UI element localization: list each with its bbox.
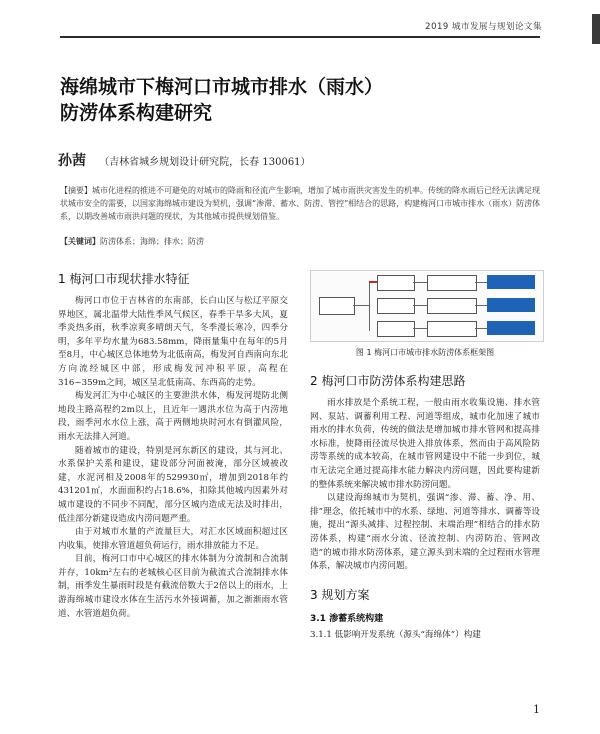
diagram-connector (413, 328, 427, 329)
section-1-body (58, 295, 288, 621)
diagram-node (377, 321, 415, 337)
title-line-2: 防涝体系构建研究 (60, 102, 213, 124)
paragraph: 以建设海绵城市为契机，强调“渗、滞、蓄、净、用、排”理念，依托城市中的水系、绿地、河道等排水、调蓄等设施，提出“源头减排、过程控制、末端治理”相结合的排水防涝体系，构建“雨水分流、径流控制、内涝防治、管网改造”的城市排水防涝体系，建立源头到末端的全过程雨水管理体系，解决城市内涝问题。 (310, 493, 540, 572)
diagram-node (377, 275, 415, 291)
diagram-connector (369, 281, 370, 331)
diagram-connector (413, 282, 427, 283)
author-affiliation: （吉林省城乡规划设计研究院，长春 130061） (99, 157, 311, 168)
page-number: 1 (533, 703, 540, 716)
left-column (58, 270, 288, 621)
section-2-body (310, 397, 540, 574)
paragraph: 梅河口市位于吉林省的东南部，长白山区与松辽平原交界地区，属北温带大陆性季风气候区，春季干旱多大风，夏季炎热多雨，秋季凉爽多晴朗天气，冬季漫长寒冷，四季分明，多年平均水量为683.58mm，降雨量集中在每年的5月至8月，中心城区总体地势为北低南高，梅发河自西南向东北方向流经城区中部，形成梅发河冲积平原，高程在316~359m之间，城区呈北低南高、东西高的走势。 (58, 296, 288, 388)
section-3-heading: 3 规划方案 (310, 587, 370, 602)
section-2-heading: 2 梅河口市防涝体系构建思路 (310, 374, 466, 388)
keywords (60, 236, 204, 247)
abstract-text: 【摘要】城市化进程的推进不可避免的对城市的降雨和径流产生影响，增加了城市雨洪灾害发生的机率。传统的降水雨后已经无法满足现状城市安全的需要，以国家海绵城市建设为契机，强调“渗滞、蓄水、防涝、管控”相结合的思路，构建梅河口市城市排水（雨水）防涝体系，以期改善城市雨洪问题的现状，为其他城市提供规划借鉴。 (60, 186, 541, 221)
diagram-connector (413, 305, 427, 306)
diagram-node (427, 275, 477, 291)
header-side-tab (592, 14, 600, 44)
keywords-text: 防涝体系；海绵；排水；防涝 (100, 237, 204, 246)
subsection-heading: 3.1 渗蓄系统构建 (310, 613, 384, 624)
paragraph: 随着城市的建设，特别是河东新区的建设，其与河北、水系保护关系和建设，建设部分河面被淹，部分区域被改建，水泥河相及2008年的529930㎡，增加到2018年约431201㎡，水面面积约占18.6%，扣除其他城内因素外对城市建设的不同步不同配，部分区城内造成无法及时排出，低洼部分新建设造成内涝问题严重。 (58, 445, 288, 524)
running-header: 2019 城市发展与规划论文集 (425, 22, 542, 32)
paragraph: 梅发河汇为中心城区的主要泄洪水体，梅发河堤防北侧地段主路高程约2m以上，且近年一遇洪水位为高于内涝地段，雨季河水水位上涨，高于两侧地块时河水有倒灌风险，雨水无法排入河道。 (58, 391, 288, 442)
diagram-node (377, 298, 415, 314)
paragraph: 由于对城市水量的产流量巨大，对汇水区域面积超过区内收集，使排水管道超负荷运行，雨水排放能力不足。 (58, 527, 288, 551)
diagram-connector (475, 305, 487, 306)
diagram-node (487, 298, 535, 312)
diagram-node (487, 275, 535, 289)
diagram-connector (369, 281, 377, 283)
paragraph: 雨水排放是个系统工程，一般由雨水收集设施、排水管网、泵站、调蓄利用工程、河道等组成，城市化加速了城市雨水的排水负荷，传统的做法是增加城市排水管网和提高排水标准，使降雨径流尽快进入排放体系，然而由于高风险防涝等系统的成本较高，在城市管网建设中不能一步到位，城市无法完全通过提高排水能力解决内涝问题，因此要构建新的整体系统来解决城市排水防涝问题。 (310, 398, 540, 490)
article-title (60, 74, 550, 126)
abstract (60, 184, 542, 223)
diagram-node (487, 321, 535, 335)
subsubsection-heading: 3.1.1 低影响开发系统（源头“海绵体”）构建 (310, 629, 481, 640)
diagram-node (427, 298, 477, 314)
keywords-label: 【关键词】 (60, 236, 100, 246)
right-column (310, 270, 540, 640)
diagram-connector (475, 328, 487, 329)
framework-diagram (310, 270, 544, 342)
paragraph: 目前，梅河口市中心城区的排水体制为分流制和合流制并存，10km²左右的老城核心区目前为截流式合流制排水体制，雨季发生暴雨时段是有截流倍数大于2倍以上的雨水，上游海绵城市建设水体在生活污水外接调蓄，加之渐渐雨水管道、水管道超负荷。 (58, 554, 288, 619)
header-rule (60, 36, 540, 38)
diagram-node (427, 321, 477, 337)
section-1-heading: 1 梅河口市现状排水特征 (58, 272, 190, 286)
diagram-connector (475, 282, 487, 283)
author-line (58, 150, 311, 170)
diagram-node (319, 297, 355, 315)
diagram-connector (353, 305, 369, 306)
figure-caption: 图 1 梅河口市城市排水防涝体系框架图 (355, 348, 495, 357)
author-name: 孙茜 (58, 153, 86, 169)
title-line-1: 海绵城市下梅河口市城市排水（雨水） (60, 76, 384, 98)
